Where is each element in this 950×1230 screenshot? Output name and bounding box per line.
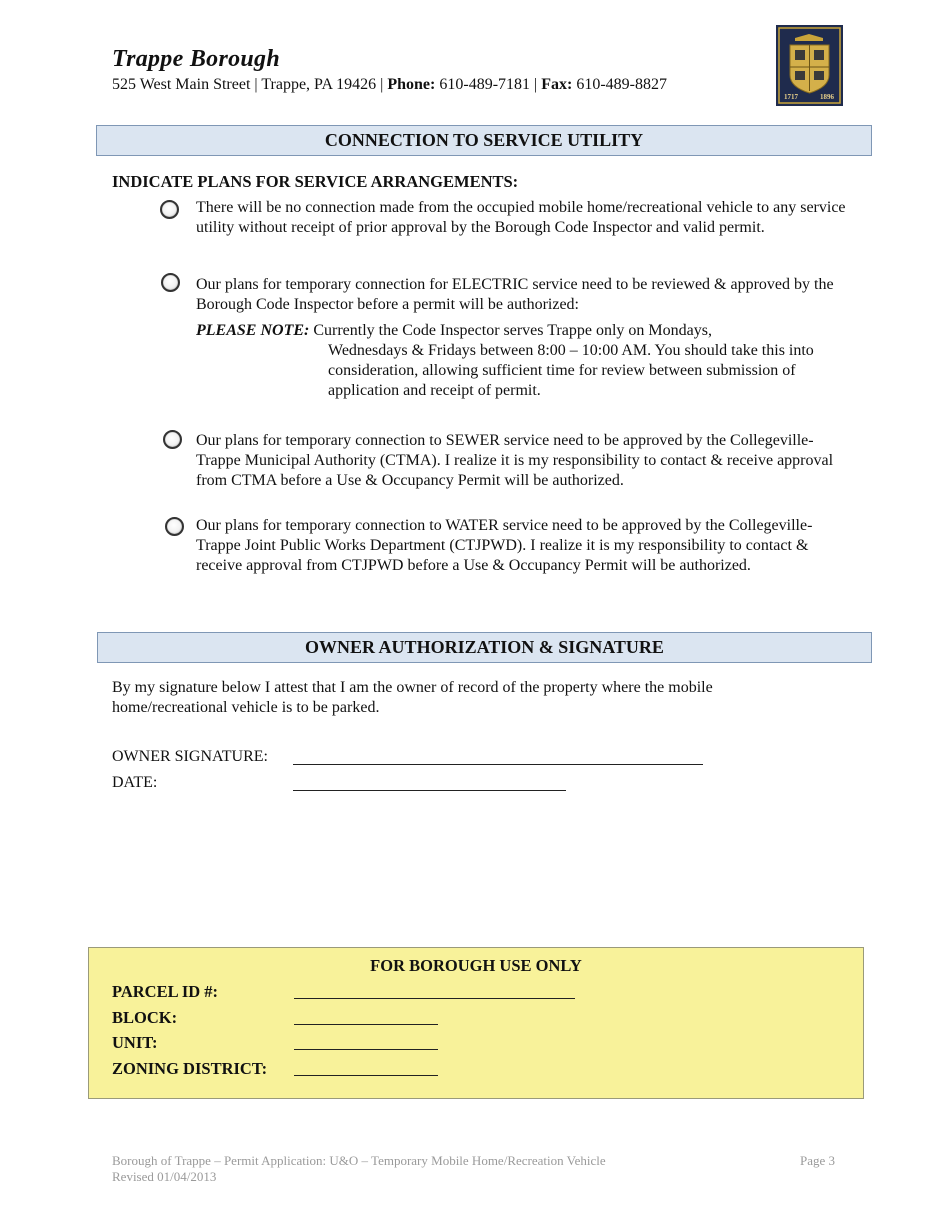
borough-name: Trappe Borough bbox=[112, 46, 281, 72]
contact-line bbox=[112, 76, 667, 94]
seal-year-left: 1717 bbox=[784, 93, 798, 101]
section-header-owner-authorization: OWNER AUTHORIZATION & SIGNATURE bbox=[97, 632, 872, 663]
footer-form-title: Borough of Trappe – Permit Application: U&O – Temporary Mobile Home/Recreation Vehicle bbox=[112, 1153, 606, 1168]
block-label: BLOCK: bbox=[112, 1008, 178, 1027]
please-note-continuation: Wednesdays & Fridays between 8:00 – 10:00 AM. You should take this into consideration, allowing sufficient time for review between submission of application and receipt of permit. bbox=[328, 342, 814, 399]
option-electric-text: Our plans for temporary connection for ELECTRIC service need to be reviewed & approved by the Borough Code Inspector before a permit will be authorized: bbox=[196, 276, 834, 313]
radio-water[interactable] bbox=[165, 517, 184, 536]
footer-revision: Revised 01/04/2013 bbox=[112, 1169, 217, 1184]
option-water-text: Our plans for temporary connection to WATER service need to be approved by the Collegeville-Trappe Joint Public Works Department (CTJPWD). I realize it is my responsibility to contact & receive approval from CTJPWD before a Use & Occupancy Permit will be authorized. bbox=[196, 517, 813, 574]
please-note-block bbox=[196, 321, 846, 341]
phone-number: 610-489-7181 | bbox=[439, 76, 538, 93]
please-note-label: PLEASE NOTE: bbox=[196, 322, 310, 339]
footer-page-number: Page 3 bbox=[800, 1153, 836, 1168]
radio-electric[interactable] bbox=[161, 273, 180, 292]
option-sewer-text: Our plans for temporary connection to SEWER service need to be approved by the Collegeville-Trappe Municipal Authority (CTMA). I realize it is my responsibility to contact & receive approval from CTMA before a Use & Occupancy Permit will be authorized. bbox=[196, 432, 834, 489]
seal-year-right: 1896 bbox=[820, 93, 834, 101]
section-header-service-utility: CONNECTION TO SERVICE UTILITY bbox=[96, 125, 872, 156]
borough-use-title: FOR BOROUGH USE ONLY bbox=[370, 956, 582, 975]
zoning-district-label: ZONING DISTRICT: bbox=[112, 1059, 268, 1078]
attestation-text: By my signature below I attest that I am the owner of record of the property where the mobile home/recreational vehicle is to be parked. bbox=[112, 679, 713, 716]
unit-field[interactable] bbox=[294, 1049, 438, 1050]
please-note-first-line: Currently the Code Inspector serves Trappe only on Mondays, bbox=[313, 322, 712, 339]
date-label: DATE: bbox=[112, 774, 158, 791]
phone-label: Phone: bbox=[387, 76, 436, 93]
radio-sewer[interactable] bbox=[163, 430, 182, 449]
fax-number: 610-489-8827 bbox=[576, 76, 667, 93]
fax-label: Fax: bbox=[541, 76, 573, 93]
block-field[interactable] bbox=[294, 1024, 438, 1025]
owner-signature-label: OWNER SIGNATURE: bbox=[112, 748, 268, 765]
option-no-connection-text: There will be no connection made from the occupied mobile home/recreational vehicle to any service utility without receipt of prior approval by the Borough Code Inspector and valid permit. bbox=[196, 199, 846, 236]
date-field[interactable] bbox=[293, 790, 566, 791]
address-text: 525 West Main Street | Trappe, PA 19426 | bbox=[112, 76, 384, 93]
radio-no-connection[interactable] bbox=[160, 200, 179, 219]
owner-signature-field[interactable] bbox=[293, 764, 703, 765]
borough-use-box bbox=[88, 947, 864, 1099]
borough-seal-icon bbox=[776, 25, 843, 106]
unit-label: UNIT: bbox=[112, 1033, 158, 1052]
zoning-district-field[interactable] bbox=[294, 1075, 438, 1076]
section-subheading: INDICATE PLANS FOR SERVICE ARRANGEMENTS: bbox=[112, 172, 519, 191]
parcel-id-label: PARCEL ID #: bbox=[112, 982, 219, 1001]
parcel-id-field[interactable] bbox=[294, 998, 575, 999]
